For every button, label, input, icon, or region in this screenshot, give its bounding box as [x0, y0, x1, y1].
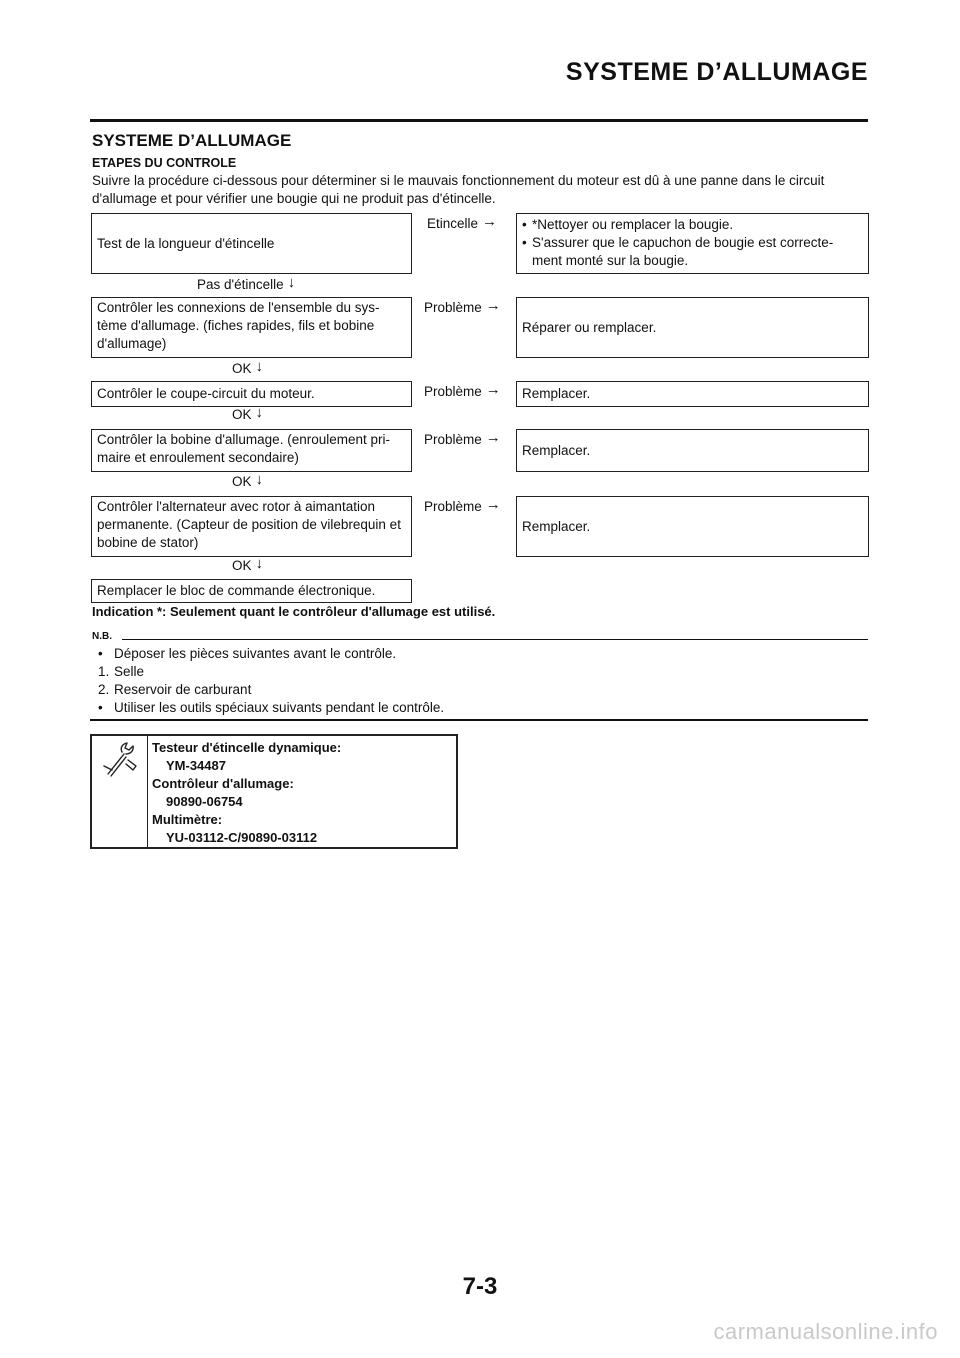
flow-branch-label: Problème →	[424, 381, 501, 399]
flow-branch-label: Problème →	[424, 496, 501, 514]
flow-next-label: OK ↓	[232, 471, 264, 489]
flow-action-box	[516, 496, 869, 557]
header-rule	[90, 119, 868, 122]
arrow-down-icon: ↓	[255, 358, 264, 375]
flow-check-text: Contrôler les connexions de l'ensemble du sys-tème d'allumage. (fiches rapides, fils et bobine d'allumage)	[97, 300, 380, 351]
flow-final-text: Remplacer le bloc de commande électronique.	[97, 583, 376, 598]
flow-branch-label: Etincelle →	[427, 213, 498, 231]
arrow-right-icon: →	[485, 381, 501, 398]
wrench-icon	[100, 740, 140, 780]
flow-action-box	[516, 297, 869, 358]
arrow-right-icon: →	[485, 429, 501, 446]
flow-check-text: Contrôler la bobine d'allumage. (enroulement pri-maire et enroulement secondaire)	[97, 432, 390, 465]
nb-item: • Utiliser les outils spéciaux suivants pendant le contrôle.	[98, 700, 445, 715]
flow-check-text: Contrôler le coupe-circuit du moteur.	[97, 386, 315, 401]
arrow-right-icon: →	[482, 213, 498, 230]
nb-item: 2. Reservoir de carburant	[98, 682, 252, 697]
flow-next-label: OK ↓	[232, 555, 264, 573]
flow-check-box	[91, 496, 412, 557]
nb-rule	[122, 639, 868, 640]
section-subtitle: ETAPES DU CONTROLE	[92, 156, 237, 170]
flow-action-text: Remplacer.	[522, 386, 591, 401]
tool-code: YM-34487	[166, 758, 226, 773]
tool-name: Testeur d'étincelle dynamique:	[152, 740, 342, 755]
flow-check-text: Contrôler l'alternateur avec rotor à aimantation permanente. (Capteur de position de vilebrequin et bobine de stator)	[97, 499, 401, 550]
flow-check-box	[91, 381, 412, 407]
flow-check-box	[91, 429, 412, 472]
flow-action-box	[516, 429, 869, 472]
flow-action-text: Réparer ou remplacer.	[522, 319, 657, 335]
flow-action-list	[522, 216, 863, 270]
flow-check-box	[91, 297, 412, 358]
tool-icon-cell	[92, 736, 148, 847]
flow-action-box	[516, 381, 869, 407]
indication-note: Indication *: Seulement quant le contrôleur d'allumage est utilisé.	[92, 604, 496, 619]
flow-branch-label: Problème →	[424, 429, 501, 447]
nb-end-rule	[90, 719, 868, 721]
arrow-down-icon: ↓	[255, 471, 264, 488]
flow-action-item: • S'assurer que le capuchon de bougie est correcte-ment monté sur la bougie.	[522, 234, 863, 270]
tool-code: YU-03112-C/90890-03112	[166, 830, 318, 845]
flow-check-box	[91, 213, 412, 274]
flow-next-label: OK ↓	[232, 358, 264, 376]
arrow-down-icon: ↓	[255, 555, 264, 572]
special-tools-box	[90, 734, 458, 849]
arrow-down-icon: ↓	[255, 404, 264, 421]
flow-action-text: Remplacer.	[522, 518, 591, 534]
flow-final-box	[91, 579, 412, 603]
flow-next-label: Pas d'étincelle ↓	[197, 274, 296, 292]
tool-code: 90890-06754	[166, 794, 243, 809]
flow-action-text: Remplacer.	[522, 442, 591, 458]
intro-paragraph: Suivre la procédure ci-dessous pour déterminer si le mauvais fonctionnement du moteur est dû à une panne dans le circuit d'allumage et pour vérifier une bougie qui ne produit pas d'étincelle.	[92, 173, 825, 206]
flow-check-text: Test de la longueur d'étincelle	[97, 235, 275, 251]
page-number: 7-3	[462, 1273, 498, 1300]
watermark: carmanualsonline.info	[713, 1319, 938, 1344]
flow-branch-label: Problème →	[424, 297, 501, 315]
arrow-right-icon: →	[485, 496, 501, 513]
nb-list	[92, 645, 868, 717]
flow-action-item: • *Nettoyer ou remplacer la bougie.	[522, 216, 863, 234]
arrow-down-icon: ↓	[287, 274, 296, 291]
arrow-right-icon: →	[485, 297, 501, 314]
flow-action-box	[516, 213, 869, 274]
page-header-title: SYSTEME D’ALLUMAGE	[565, 58, 868, 86]
page-header	[90, 58, 868, 88]
nb-label: N.B.	[92, 631, 112, 642]
tool-name: Contrôleur d'allumage:	[152, 776, 294, 791]
nb-item: • Déposer les pièces suivantes avant le contrôle.	[98, 646, 397, 661]
flow-next-label: OK ↓	[232, 404, 264, 422]
tool-list	[152, 739, 341, 847]
section-title: SYSTEME D’ALLUMAGE	[92, 131, 292, 150]
tool-name: Multimètre:	[152, 812, 223, 827]
nb-item: 1. Selle	[98, 664, 145, 679]
